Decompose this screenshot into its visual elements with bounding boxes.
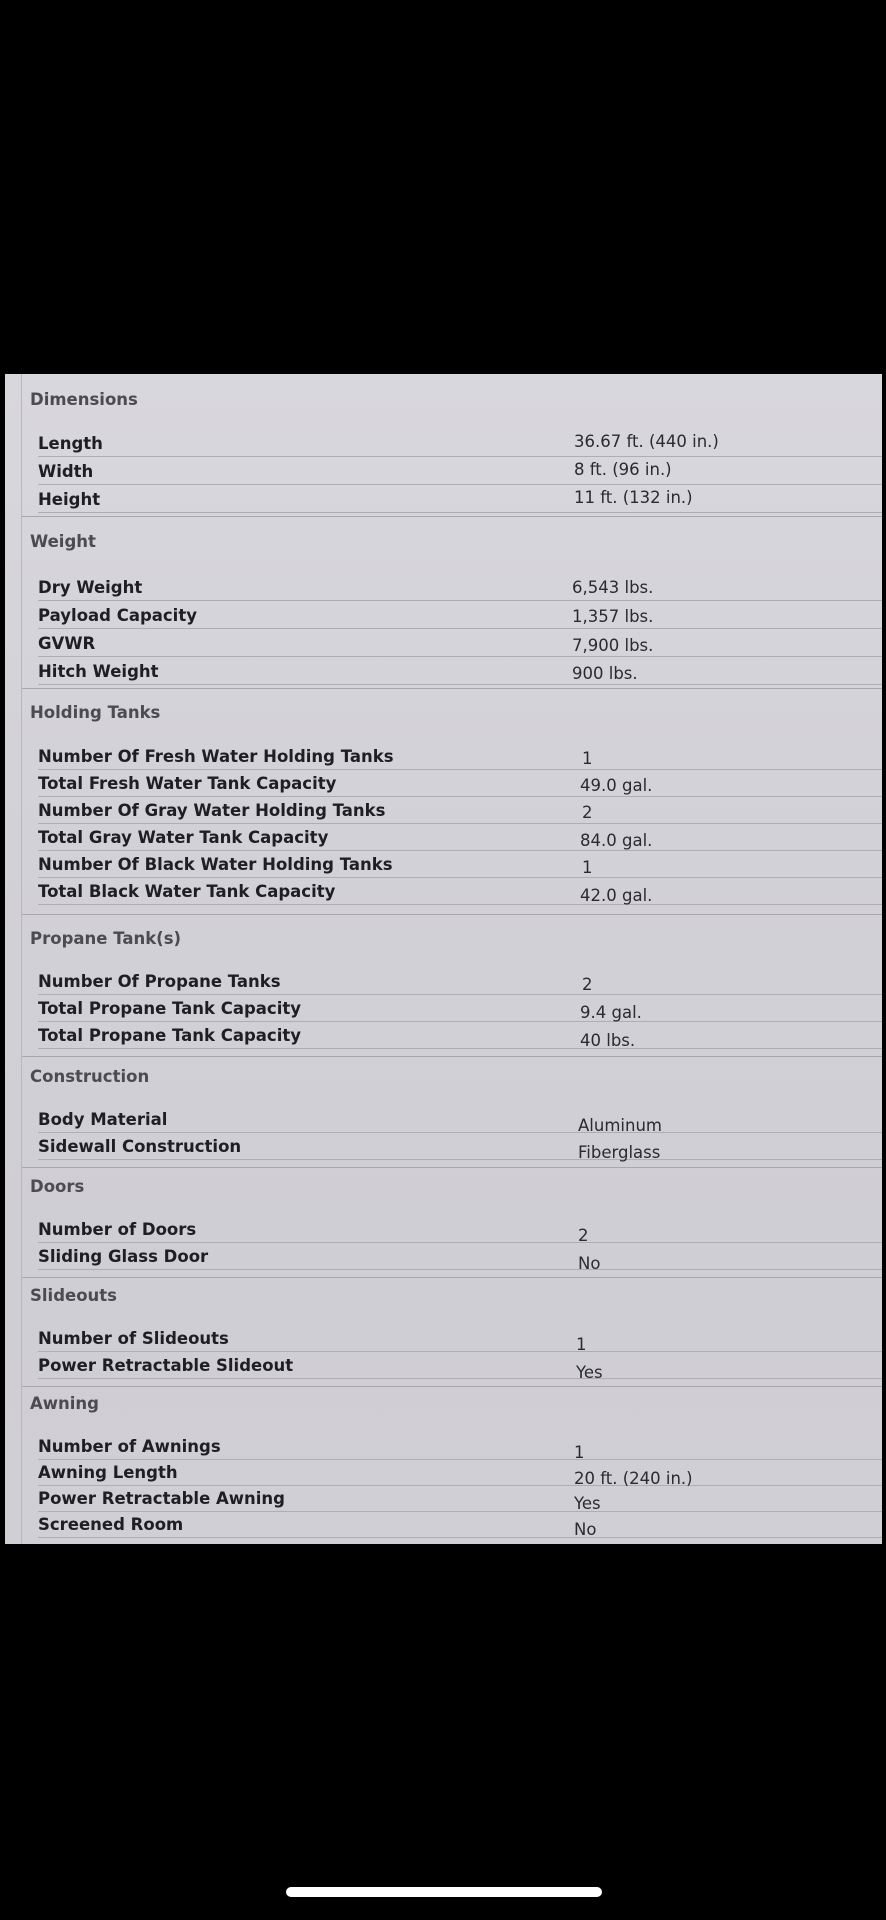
- spec-row: [38, 826, 882, 851]
- spec-row: [38, 604, 882, 629]
- spec-row: [38, 1487, 882, 1512]
- spec-label: Hitch Weight: [38, 662, 159, 681]
- spec-row: [38, 1135, 882, 1160]
- spec-row: [38, 632, 882, 657]
- spec-row: [38, 576, 882, 601]
- spec-value: 11 ft. (132 in.): [574, 488, 693, 507]
- spec-label: Sliding Glass Door: [38, 1247, 209, 1266]
- spec-row: [38, 660, 882, 685]
- spec-value: Yes: [576, 1363, 603, 1382]
- spec-row: [38, 745, 882, 770]
- spec-row: [38, 432, 882, 457]
- spec-row: [38, 1024, 882, 1049]
- section-divider: [22, 1167, 882, 1168]
- spec-label: Length: [38, 434, 103, 453]
- spec-value: 900 lbs.: [572, 664, 638, 683]
- spec-value: No: [574, 1520, 597, 1539]
- spec-value: 49.0 gal.: [580, 776, 653, 795]
- spec-label: Height: [38, 490, 101, 509]
- section-title-doors: Doors: [30, 1177, 85, 1196]
- spec-label: Number Of Propane Tanks: [38, 972, 281, 991]
- spec-row: [38, 772, 882, 797]
- spec-value: 9.4 gal.: [580, 1003, 642, 1022]
- spec-value: 2: [582, 975, 593, 994]
- spec-value: 40 lbs.: [580, 1031, 636, 1050]
- spec-row: [38, 460, 882, 485]
- spec-row: [38, 853, 882, 878]
- spec-row: [38, 1108, 882, 1133]
- spec-row: [38, 1245, 882, 1273]
- section-divider: [22, 914, 882, 915]
- spec-label: Awning Length: [38, 1463, 178, 1482]
- spec-value: 20 ft. (240 in.): [574, 1469, 693, 1488]
- spec-label: Total Black Water Tank Capacity: [38, 882, 336, 901]
- spec-label: Body Material: [38, 1110, 168, 1129]
- spec-label: Number Of Gray Water Holding Tanks: [38, 801, 386, 820]
- spec-label: Screened Room: [38, 1515, 184, 1534]
- spec-value: 8 ft. (96 in.): [574, 460, 672, 479]
- section-divider: [22, 1056, 882, 1057]
- spec-label: Sidewall Construction: [38, 1137, 242, 1156]
- spec-value: 2: [578, 1226, 589, 1245]
- spec-label: Number of Awnings: [38, 1437, 221, 1456]
- section-divider: [22, 688, 882, 689]
- spec-row: [38, 488, 882, 513]
- spec-label: Number Of Fresh Water Holding Tanks: [38, 747, 394, 766]
- section-title-slideouts: Slideouts: [30, 1286, 117, 1305]
- spec-row: [38, 970, 882, 995]
- spec-value: 6,543 lbs.: [572, 578, 654, 597]
- spec-value: 7,900 lbs.: [572, 636, 654, 655]
- spec-value: Yes: [574, 1494, 601, 1513]
- spec-row: [38, 799, 882, 824]
- spec-label: Payload Capacity: [38, 606, 197, 625]
- spec-value: 36.67 ft. (440 in.): [574, 432, 719, 451]
- spec-row: [38, 1354, 882, 1382]
- spec-row: [38, 1327, 882, 1352]
- section-title-dimensions: Dimensions: [30, 390, 138, 409]
- spec-label: Total Propane Tank Capacity: [38, 1026, 302, 1045]
- spec-value: Aluminum: [578, 1116, 662, 1135]
- spec-label: Total Gray Water Tank Capacity: [38, 828, 329, 847]
- spec-value: 1: [576, 1335, 587, 1354]
- spec-value: 84.0 gal.: [580, 831, 653, 850]
- spec-row: [38, 880, 882, 905]
- spec-row: [38, 1218, 882, 1243]
- section-title-construction: Construction: [30, 1067, 150, 1086]
- home-indicator[interactable]: [286, 1887, 602, 1897]
- spec-row: [38, 997, 882, 1022]
- section-divider: [22, 1277, 882, 1278]
- spec-label: Total Fresh Water Tank Capacity: [38, 774, 337, 793]
- spec-value: No: [578, 1254, 601, 1273]
- spec-row: [38, 1513, 882, 1538]
- spec-label: Total Propane Tank Capacity: [38, 999, 302, 1018]
- spec-value: 1,357 lbs.: [572, 607, 654, 626]
- spec-label: GVWR: [38, 634, 96, 653]
- spec-value: 1: [574, 1443, 585, 1462]
- spec-value: 42.0 gal.: [580, 886, 653, 905]
- section-title-awning: Awning: [30, 1394, 99, 1413]
- spec-label: Width: [38, 462, 94, 481]
- section-title-propane-tanks: Propane Tank(s): [30, 929, 182, 948]
- spec-value: 1: [582, 858, 593, 877]
- section-divider: [22, 1386, 882, 1387]
- spec-row: [38, 1435, 882, 1460]
- spec-label: Power Retractable Slideout: [38, 1356, 294, 1375]
- spec-value: 1: [582, 749, 593, 768]
- spec-row: [38, 1461, 882, 1486]
- spec-label: Dry Weight: [38, 578, 143, 597]
- spec-value: Fiberglass: [578, 1143, 661, 1162]
- spec-label: Power Retractable Awning: [38, 1489, 285, 1508]
- spec-label: Number of Slideouts: [38, 1329, 229, 1348]
- spec-label: Number Of Black Water Holding Tanks: [38, 855, 393, 874]
- spec-label: Number of Doors: [38, 1220, 197, 1239]
- spec-sheet: [21, 374, 882, 1544]
- section-divider: [22, 516, 882, 517]
- spec-value: 2: [582, 803, 593, 822]
- section-title-holding-tanks: Holding Tanks: [30, 703, 161, 722]
- spec-sheet-photo: [5, 374, 882, 1544]
- section-title-weight: Weight: [30, 532, 96, 551]
